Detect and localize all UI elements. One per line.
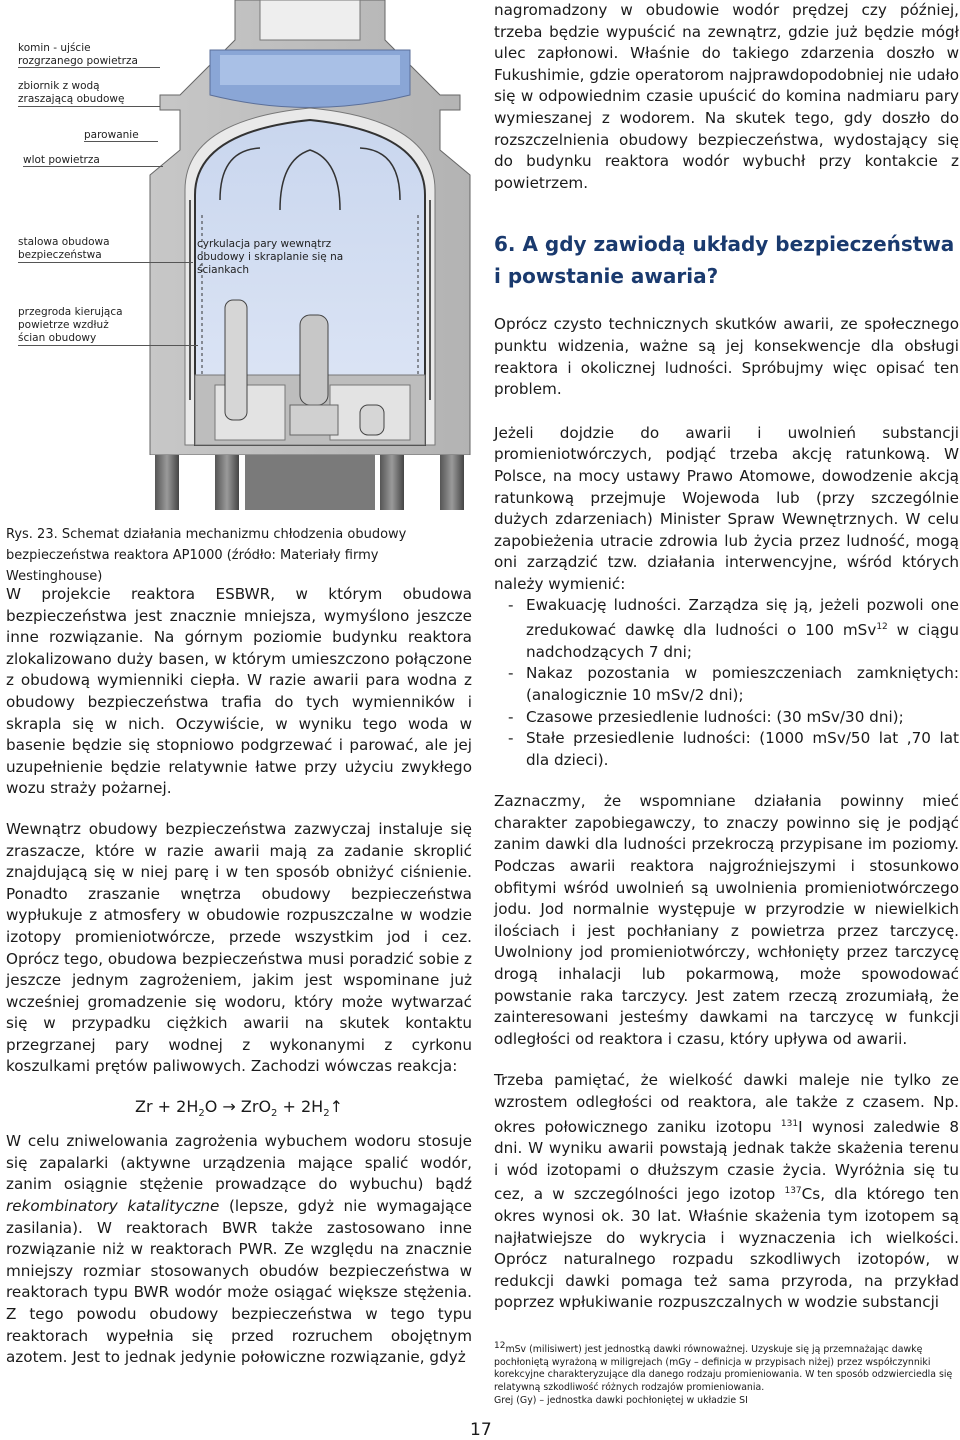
label-baffle: przegroda kierująca powietrze wzdłuż ścian obudowy bbox=[18, 306, 123, 344]
paragraph: Oprócz czysto technicznych skutków awarii, ze społecznego punktu widzenia, ważne są jej konsekwencje dla obsługi reaktora i okolicznej ludności. Spróbujmy więc opisać ten problem. bbox=[494, 315, 959, 399]
left-column bbox=[6, 584, 472, 1388]
list-item: - Ewakuację ludności. Zarządza się ją, jeżeli pozwoli one zredukować dawkę dla ludności o 100 mSv$^{12}$ w ciągu nadchodzących 7 dni; bbox=[494, 595, 959, 663]
paragraph: nagromadzony w obudowie wodór prędzej czy później, trzeba będzie wypuścić na zewnątrz, gdzie już będzie mógł ulec zapłonowi. Właśnie do takiego zdarzenia doszło w Fukushimie, gdzie operatorom najprawdopodobniej nie udało się w odpowiednim czasie upuścić do komina nadmiaru pary wymieszanej z wodorem. Na skutek tego, gdy doszło do rozszczelnienia obudowy bezpieczeństwa, wydostający się do budynku reaktora wodór wybuchł przy kontakcie z powietrzem. bbox=[494, 1, 959, 192]
chimney bbox=[260, 0, 360, 40]
label-evaporation: parowanie bbox=[84, 129, 139, 141]
footnote: $^{12}$mSv (milisiwert) jest jednostką dawki równoważnej. Uzyskuje się ją przemnażając dawkę pochłoniętą wyrażoną w miligrejach (mGy – definicja w przypisach niżej) przez współczynniki korekcyjne charakteryzujące dla danego rodzaju promieniowania. W ten sposób odzwierciedla się relatywną szkodliwość różnych rodzajów promieniowania. Grej (Gy) – jednostka dawki pochłoniętej w układzie SI bbox=[494, 1341, 953, 1406]
steam-generator bbox=[225, 300, 247, 420]
right-column bbox=[494, 0, 959, 1314]
paragraph: Wewnątrz obudowy bezpieczeństwa zazwyczaj instaluje się zraszacze, które w razie awarii mają za zadanie skroplić znajdującą się w niej parę i w ten sposób obniżyć ciśnienie. Ponadto zraszanie wnętrza obudowy bezpieczeństwa wypłukuje z atmosfery w obudowie rozpuszczalne w wodzie izotopy promieniotwórcze, przede wszystkim jod i cez. Oprócz tego, obudowa bezpieczeństwa musi poradzić sobie z jeszcze jednym zagrożeniem, jakim jest wspominane już wcześniej gromadzenie się wodoru, który może wytwarzać się w przypadku ciężkich awarii na skutek kontaktu przegrzanej pary wodnej z wykonanymi z cyrkonu koszulkami prętów paliwowych. Zachodzi wówczas reakcja: bbox=[6, 819, 472, 1076]
action-list bbox=[494, 595, 959, 771]
list-item: - Nakaz pozostania w pomieszczeniach zamkniętych: (analogicznie 10 mSv/2 dni); bbox=[494, 663, 959, 706]
label-air-inlet: wlot powietrza bbox=[23, 154, 100, 166]
reactor-vessel bbox=[300, 315, 328, 405]
label-tank: zbiornik z wodą zraszającą obudowę bbox=[18, 80, 125, 105]
paragraph: W celu zniwelowania zagrożenia wybuchem wodoru stosuje się zapalarki (aktywne urządzenia mające spalić wodór, zanim osiągnie stężenie prowadzące do wybuchu) bądź rekombinatory katalityczne (lepsze, gdyż nie wymagające zasilania). W reaktorach BWR także zastosowano inne rozwiązanie niż w reaktorach PWR. Ze względu na znacznie mniejszy rozmiar stosowanych obudów bezpieczeństwa w reaktorach typu BWR wodór może osiągać większe stężenia. Z tego powodu obudowy bezpieczeństwa w tego typu reaktorach wypełnia się przed rozruchem obojętnym azotem. Jest to jednak jedynie połowiczne rozwiązanie, gdyż bbox=[6, 1132, 473, 1367]
figure-caption: Rys. 23. Schemat działania mechanizmu chłodzenia obudowy bezpieczeństwa reaktora AP1000 (źródło: Materiały firmy Westinghouse) bbox=[6, 527, 407, 584]
label-chimney: komin - ujście rozgrzanego powietrza bbox=[18, 42, 138, 67]
label-circulation: cyrkulacja pary wewnątrz obudowy i skraplanie się na ściankach bbox=[197, 238, 344, 276]
list-item: - Stałe przesiedlenie ludności: (1000 mSv/50 lat ,70 lat dla dzieci). bbox=[494, 728, 959, 771]
reaction-equation: $Zr + 2H_2O \to ZrO_2$ + $2H_2↑$ bbox=[135, 1097, 343, 1120]
paragraph: W projekcie reaktora ESBWR, w którym obudowa bezpieczeństwa jest znacznie mniejsza, wymyślono jeszcze inne rozwiązanie. Na górnym poziomie budynku reaktora zlokalizowano duży basen, w którym umieszczono połączone z obudową wymienniki ciepła. W razie awarii para wodna z obudowy bezpieczeństwa trafia do tych wymienników i skrapla się w nich. Oczywiście, w wyniku tego woda w basenie będzie się stopniowo podgrzewać i parować, ale jej uzupełnienie będzie relatywnie łatwe przy użyciu zwykłego wozu straży pożarnej. bbox=[6, 585, 472, 798]
list-item: - Czasowe przesiedlenie ludności: (30 mSv/30 dni); bbox=[494, 707, 959, 729]
paragraph: Jeżeli dojdzie do awarii i uwolnień substancji promieniotwórczych, podjąć trzeba akcję ratunkową. W Polsce, na mocy ustawy Prawo Atomowe, dowodzenie akcją ratunkową przejmuje Wojewoda lub (przy szczególnie dużych zdarzeniach) Minister Spraw Wewnętrznych. W celu zapobieżenia utracie zdrowia lub życia przez ludność, mogą oni zarządzić tzw. działania interwencyjne, wśród których należy wymienić: bbox=[494, 423, 959, 593]
page-number: 17 bbox=[470, 1420, 492, 1440]
label-steel-shell: stalowa obudowa bezpieczeństwa bbox=[18, 236, 110, 261]
paragraph: Zaznaczmy, że wspomniane działania powinny mieć charakter zapobiegawczy, to znaczy powinno się je podjąć zanim dawki dla ludności przekroczą przypisane im poziomy. Podczas awarii reaktora najgroźniejszymi i stosunkowo obfitymi wśród uwolnień są uwolnienia promieniotwórczego jodu. Jod normalnie występuje w przyrodzie w niewielkich ilościach i jest pochłaniany z powietrza przez tarczycę. Uwolniony jod promieniotwórczy, wchłonięty przez tarczycę drogą inhalacji lub pokarmową, może spowodować powstanie raka tarczycy. Jest zatem rzeczą zrozumiałą, że zainteresowani jesteśmy dawkami na tarczycę w funkcji odległości od reaktora i czasu, który upływa od awarii. bbox=[494, 792, 959, 1048]
paragraph: Trzeba pamiętać, że wielkość dawki maleje nie tylko ze wzrostem odległości od reaktora, ale także z czasem. Np. okres połowicznego zaniku izotopu $^{131}$I wynosi zaledwie 8 dni. W wyniku awarii powstają jednak także skażenia terenu i wód izotopami o dłuższym czasie życia. Wyróżnia się tu cez, a w szczególności jego izotop $^{137}$Cs, dla którego ten okres wynosi ok. 30 lat. Właśnie skażenia tym izotopem są najłatwiejsze do wykrycia i wyznaczenia ich wielkości. Oprócz naturalnego rozpadu szkodliwych izotopów, w redukcji dawki pomaga też sama przyroda, na przykład poprzez wpłukiwanie rozpuszczalnych w wodzie substancji bbox=[494, 1071, 959, 1312]
arrow-icon: → bbox=[222, 1097, 236, 1117]
section-heading: 6. A gdy zawiodą układy bezpieczeństwa i powstanie awaria? bbox=[494, 232, 955, 289]
up-arrow-icon: ↑ bbox=[329, 1097, 343, 1117]
